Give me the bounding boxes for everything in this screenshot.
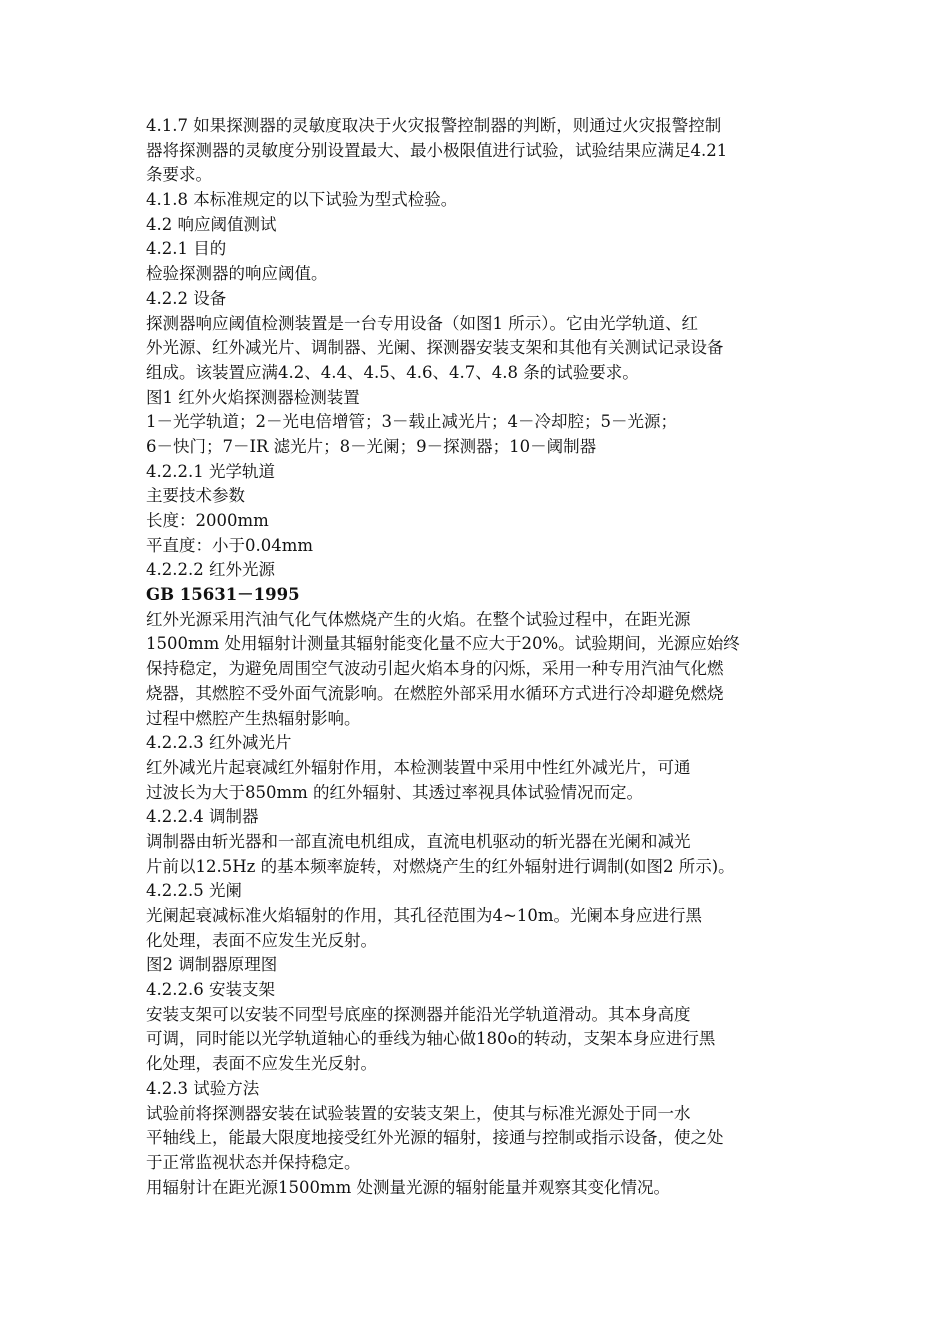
text-line: 器将探测器的灵敏度分别设置最大、最小极限值进行试验，试验结果应满足4.21 bbox=[146, 140, 728, 160]
text-line: 组成。该装置应满4.2、4.4、4.5、4.6、4.7、4.8 条的试验要求。 bbox=[146, 362, 639, 382]
text-line: 光阑起衰减标准火焰辐射的作用，其孔径范围为4~10m。光阑本身应进行黑 bbox=[146, 906, 702, 925]
text-line: 探测器响应阈值检测装置是一台专用设备（如图1 所示）。它由光学轨道、红 bbox=[146, 313, 698, 333]
text-line: 平轴线上，能最大限度地接受红外光源的辐射，接通与控制或指示设备，使之处 bbox=[146, 1128, 724, 1148]
text-line: 图1 红外火焰探测器检测装置 bbox=[146, 387, 360, 407]
text-line: 安装支架可以安装不同型号底座的探测器并能沿光学轨道滑动。其本身高度 bbox=[146, 1004, 691, 1024]
text-line: 4.2.2.1 光学轨道 bbox=[146, 461, 275, 481]
text-line: 长度：2000mm bbox=[146, 511, 269, 530]
text-line: 片前以12.5Hz 的基本频率旋转，对燃烧产生的红外辐射进行调制(如图2 所示)。 bbox=[146, 856, 735, 876]
text-line: 过波长为大于850mm 的红外辐射、其透过率视具体试验情况而定。 bbox=[146, 782, 644, 802]
text-line: 化处理，表面不应发生光反射。 bbox=[146, 930, 377, 950]
text-line: 可调，同时能以光学轨道轴心的垂线为轴心做180o的转动，支架本身应进行黑 bbox=[146, 1029, 716, 1049]
text-line: 红外减光片起衰减红外辐射作用，本检测装置中采用中性红外减光片，可通 bbox=[146, 757, 691, 777]
text-line: 4.1.8 本标准规定的以下试验为型式检验。 bbox=[146, 190, 458, 210]
text-line: 化处理，表面不应发生光反射。 bbox=[146, 1054, 377, 1074]
text-line: 6－快门；7－IR 滤光片；8－光阑；9－探测器；10－阈制器 bbox=[146, 436, 597, 456]
text-line: 4.2.2.2 红外光源 bbox=[146, 560, 275, 580]
text-line: 烧器，其燃腔不受外面气流影响。在燃腔外部采用水循环方式进行冷却避免燃烧 bbox=[146, 683, 724, 703]
text-line: 1－光学轨道；2－光电倍增管；3－载止减光片；4－冷却腔；5－光源； bbox=[146, 412, 677, 432]
text-line: 于正常监视状态并保持稳定。 bbox=[146, 1152, 361, 1172]
text-line: 调制器由斩光器和一部直流电机组成，直流电机驱动的斩光器在光阑和减光 bbox=[146, 831, 691, 851]
text-line: 图2 调制器原理图 bbox=[146, 955, 278, 975]
text-line: 条要求。 bbox=[146, 165, 212, 185]
document-body bbox=[146, 114, 816, 1200]
text-line: 1500mm 处用辐射计测量其辐射能变化量不应大于20%。试验期间，光源应始终 bbox=[146, 634, 740, 654]
text-line: 红外光源采用汽油气化气体燃烧产生的火焰。在整个试验过程中，在距光源 bbox=[146, 609, 691, 629]
text-line: 4.2.2.5 光阑 bbox=[146, 881, 242, 901]
text-line: 4.2.2 设备 bbox=[146, 288, 227, 308]
text-line: 4.2 响应阈值测试 bbox=[146, 214, 277, 234]
text-line: 4.2.2.4 调制器 bbox=[146, 807, 259, 827]
text-line: 检验探测器的响应阈值。 bbox=[146, 264, 328, 284]
text-line: 用辐射计在距光源1500mm 处测量光源的辐射能量并观察其变化情况。 bbox=[146, 1177, 671, 1197]
text-line: 过程中燃腔产生热辐射影响。 bbox=[146, 708, 361, 728]
text-line: 平直度：小于0.04mm bbox=[146, 535, 314, 555]
text-line: 4.2.2.3 红外减光片 bbox=[146, 733, 292, 753]
text-line: 保持稳定，为避免周围空气波动引起火焰本身的闪烁，采用一种专用汽油气化燃 bbox=[146, 659, 724, 679]
text-line: 4.2.1 目的 bbox=[146, 239, 227, 259]
text-line: 4.2.3 试验方法 bbox=[146, 1078, 260, 1098]
text-line: 试验前将探测器安装在试验装置的安装支架上，使其与标准光源处于同一水 bbox=[146, 1103, 691, 1123]
text-line: 4.1.7 如果探测器的灵敏度取决于火灾报警控制器的判断，则通过火灾报警控制 bbox=[146, 116, 722, 135]
standard-code-line: GB 15631－1995 bbox=[146, 585, 300, 605]
text-line: 主要技术参数 bbox=[146, 486, 245, 506]
text-line: 外光源、红外减光片、调制器、光阑、探测器安装支架和其他有关测试记录设备 bbox=[146, 338, 724, 358]
text-line: 4.2.2.6 安装支架 bbox=[146, 980, 275, 1000]
